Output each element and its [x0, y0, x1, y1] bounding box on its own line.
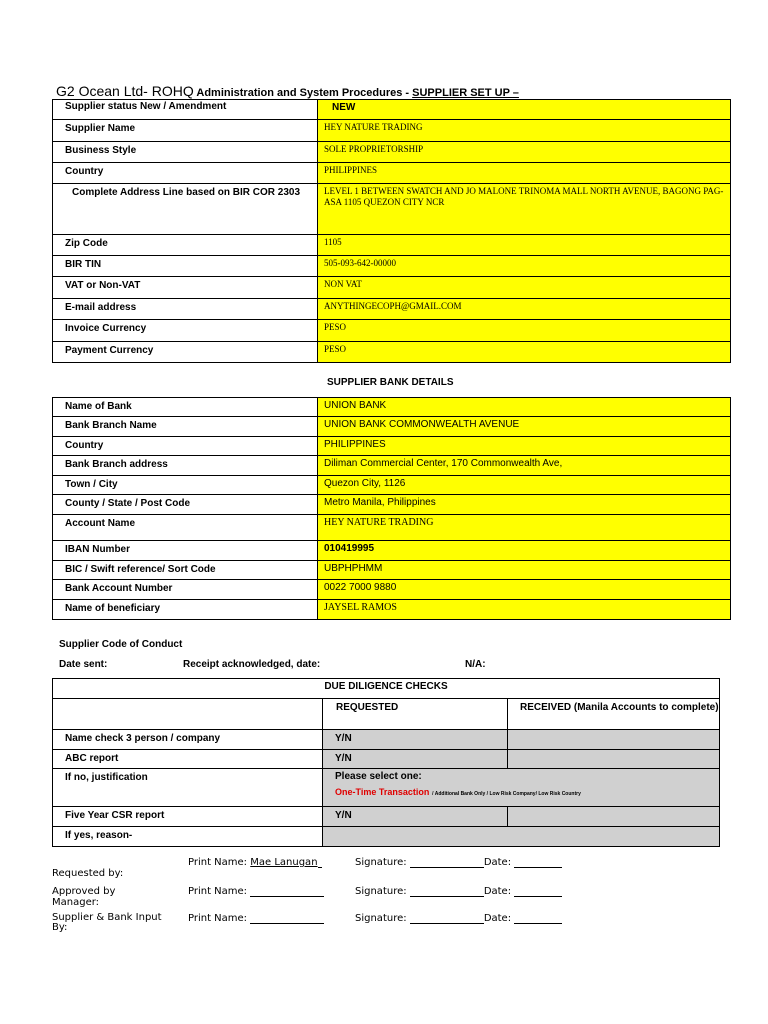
table-row — [53, 730, 720, 750]
due-diligence-table — [52, 678, 720, 847]
print-name-label: Print Name: — [188, 857, 248, 868]
date-sent-label: Date sent: — [59, 659, 108, 670]
field-label: Invoice Currency — [53, 320, 318, 342]
received-field[interactable] — [508, 750, 720, 769]
signature-label: Signature: — [355, 886, 407, 897]
field-label: Bank Branch Name — [53, 417, 318, 437]
bank-section-title: SUPPLIER BANK DETAILS — [327, 377, 454, 388]
field-label: VAT or Non-VAT — [53, 277, 318, 299]
field-value[interactable]: Metro Manila, Philippines — [318, 495, 731, 515]
field-label: Name check 3 person / company — [53, 730, 323, 750]
field-value[interactable]: PHILIPPINES — [318, 437, 731, 456]
field-label: Town / City — [53, 476, 318, 495]
print-name-row-1 — [188, 857, 322, 868]
due-diligence-title: DUE DILIGENCE CHECKS — [53, 679, 720, 699]
requested-by-label: Requested by: — [52, 868, 124, 879]
field-value[interactable]: Quezon City, 1126 — [318, 476, 731, 495]
field-label: If yes, reason- — [53, 827, 323, 847]
signature-label: Signature: — [355, 913, 407, 924]
input-by-label: Supplier & Bank Input By: — [52, 912, 162, 933]
field-value[interactable]: JAYSEL RAMOS — [318, 600, 731, 620]
signature-blank[interactable] — [410, 913, 484, 924]
date-label: Date: — [483, 857, 512, 868]
field-value[interactable]: Diliman Commercial Center, 170 Commonwealth Ave, — [318, 456, 731, 476]
table-row — [53, 235, 731, 256]
please-select-label: Please select one: — [335, 771, 422, 782]
signature-row-3 — [355, 913, 562, 924]
field-value[interactable]: 1105 — [318, 235, 731, 256]
section-title: SUPPLIER SET UP – — [412, 87, 519, 99]
date-blank[interactable] — [514, 913, 562, 924]
table-row — [53, 515, 731, 541]
requester-name[interactable]: Mae Lanugan — [250, 857, 318, 868]
table-row — [53, 769, 720, 807]
field-label: Supplier status New / Amendment — [53, 100, 318, 120]
field-value[interactable]: PESO — [318, 342, 731, 363]
date-blank[interactable] — [514, 886, 562, 897]
table-row — [53, 299, 731, 320]
table-row — [53, 184, 731, 235]
field-label: Account Name — [53, 515, 318, 541]
receipt-label: Receipt acknowledged, date: — [183, 659, 321, 670]
table-row — [53, 417, 731, 437]
field-value[interactable]: UNION BANK COMMONWEALTH AVENUE — [318, 417, 731, 437]
field-value[interactable]: PESO — [318, 320, 731, 342]
field-value[interactable]: LEVEL 1 BETWEEN SWATCH AND JO MALONE TRINOMA MALL NORTH AVENUE, BAGONG PAG-ASA 1105 QUEZON CITY NCR — [318, 184, 731, 235]
field-label: BIR TIN — [53, 256, 318, 277]
received-header: RECEIVED (Manila Accounts to complete) — [508, 699, 720, 730]
signature-blank[interactable] — [410, 886, 484, 897]
field-value[interactable]: ANYTHINGECOPH@GMAIL.COM — [318, 299, 731, 320]
signature-blank[interactable] — [410, 857, 484, 868]
table-row — [53, 163, 731, 184]
requested-header: REQUESTED — [323, 699, 508, 730]
table-row — [53, 100, 731, 120]
field-label: Payment Currency — [53, 342, 318, 363]
field-value[interactable]: 505-093-642-00000 — [318, 256, 731, 277]
print-name-label: Print Name: — [188, 913, 248, 924]
table-row — [53, 699, 720, 730]
justification-cell[interactable] — [323, 769, 720, 807]
field-label: Name of beneficiary — [53, 600, 318, 620]
yn-field[interactable]: Y/N — [323, 750, 508, 769]
field-label: ABC report — [53, 750, 323, 769]
approved-by-label: Approved by Manager: — [52, 886, 116, 908]
date-blank[interactable] — [514, 857, 562, 868]
field-label: Country — [53, 163, 318, 184]
table-row — [53, 827, 720, 847]
field-value[interactable]: NEW — [318, 100, 731, 120]
field-value[interactable]: 010419995 — [318, 541, 731, 561]
name-underline — [318, 857, 322, 868]
table-row — [53, 142, 731, 163]
na-label: N/A: — [465, 659, 486, 670]
print-name-row-3 — [188, 913, 324, 924]
one-time-option[interactable]: One-Time Transaction — [335, 787, 430, 797]
received-field[interactable] — [508, 730, 720, 750]
bank-table — [52, 397, 731, 620]
field-label: Complete Address Line based on BIR COR 2303 — [53, 184, 318, 235]
print-name-blank[interactable] — [250, 886, 324, 897]
field-label: Country — [53, 437, 318, 456]
field-label: Five Year CSR report — [53, 807, 323, 827]
table-row — [53, 342, 731, 363]
field-label: Zip Code — [53, 235, 318, 256]
table-row — [53, 456, 731, 476]
field-value[interactable]: NON VAT — [318, 277, 731, 299]
field-label: Bank Branch address — [53, 456, 318, 476]
table-row — [53, 437, 731, 456]
doc-subtitle: Administration and System Procedures - — [196, 87, 410, 99]
date-label: Date: — [483, 913, 512, 924]
date-label: Date: — [483, 886, 512, 897]
field-value[interactable]: 0022 7000 9880 — [318, 580, 731, 600]
reason-field[interactable] — [323, 827, 720, 847]
table-row — [53, 541, 731, 561]
justification-options — [335, 787, 719, 798]
signature-label: Signature: — [355, 857, 407, 868]
field-label: Name of Bank — [53, 398, 318, 417]
print-name-label: Print Name: — [188, 886, 248, 897]
field-value[interactable]: HEY NATURE TRADING — [318, 120, 731, 142]
table-row — [53, 398, 731, 417]
table-row — [53, 495, 731, 515]
signature-row-1 — [355, 857, 562, 868]
print-name-blank[interactable] — [250, 913, 324, 924]
field-label: Supplier Name — [53, 120, 318, 142]
field-label: E-mail address — [53, 299, 318, 320]
field-label: BIC / Swift reference/ Sort Code — [53, 561, 318, 580]
table-row — [53, 600, 731, 620]
table-row — [53, 256, 731, 277]
company-name: G2 Ocean Ltd- ROHQ — [56, 83, 194, 99]
field-value[interactable]: UNION BANK — [318, 398, 731, 417]
print-name-row-2 — [188, 886, 324, 897]
table-row — [53, 807, 720, 827]
table-row — [53, 476, 731, 495]
table-row — [53, 561, 731, 580]
empty-cell — [53, 699, 323, 730]
field-label: IBAN Number — [53, 541, 318, 561]
signature-row-2 — [355, 886, 562, 897]
table-row — [53, 580, 731, 600]
field-label: If no, justification — [53, 769, 323, 807]
field-value[interactable]: SOLE PROPRIETORSHIP — [318, 142, 731, 163]
table-row — [53, 277, 731, 299]
received-field[interactable] — [508, 807, 720, 827]
table-row — [53, 679, 720, 699]
page-title — [56, 83, 519, 99]
table-row — [53, 750, 720, 769]
field-value[interactable]: UBPHPHMM — [318, 561, 731, 580]
field-value[interactable]: PHILIPPINES — [318, 163, 731, 184]
field-value[interactable]: HEY NATURE TRADING — [318, 515, 731, 541]
field-label: County / State / Post Code — [53, 495, 318, 515]
yn-field[interactable]: Y/N — [323, 807, 508, 827]
field-label: Bank Account Number — [53, 580, 318, 600]
table-row — [53, 120, 731, 142]
field-label: Business Style — [53, 142, 318, 163]
yn-field[interactable]: Y/N — [323, 730, 508, 750]
table-row — [53, 320, 731, 342]
conduct-title: Supplier Code of Conduct — [59, 639, 183, 650]
supplier-table — [52, 99, 731, 363]
other-options[interactable]: / Additional Bank Only / Low Risk Company/ Low Risk Country — [432, 791, 581, 797]
